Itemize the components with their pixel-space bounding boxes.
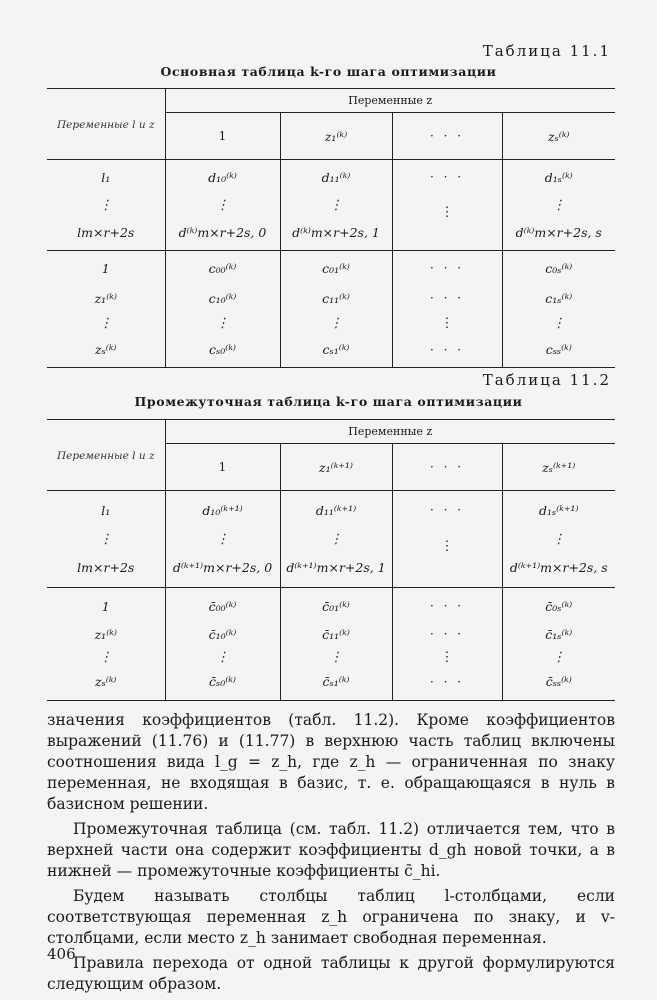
table1-col-header: · · · [392,113,502,160]
table2-col-header: z₁⁽ᵏ⁺¹⁾ [280,444,392,491]
table1-bottom-vars: 1 z₁⁽ᵏ⁾ ⋮ zₛ⁽ᵏ⁾ [47,251,165,368]
table1-top-vars: l₁ ⋮ lm×r+2s [47,160,165,251]
table2-bottom-vars: 1 z₁⁽ᵏ⁾ ⋮ zₛ⁽ᵏ⁾ [47,588,165,701]
table2-bottom-col: c̄₀₀⁽ᵏ⁾ c̄₁₀⁽ᵏ⁾ ⋮ c̄ₛ₀⁽ᵏ⁾ [165,588,280,701]
table1-col-header: 1 [165,113,280,160]
table1-top-col: d₁₁⁽ᵏ⁾ ⋮ d⁽ᵏ⁾m×r+2s, 1 [280,160,392,251]
table1-row-header: Переменные l и z [47,89,165,160]
table2-title: Промежуточная таблица k-го шага оптимизации [134,394,523,409]
table2-top-col: d₁₁⁽ᵏ⁺¹⁾ ⋮ d⁽ᵏ⁺¹⁾m×r+2s, 1 [280,491,392,588]
table2-bottom-col: c̄₀ₛ⁽ᵏ⁾ c̄₁ₛ⁽ᵏ⁾ ⋮ c̄ₛₛ⁽ᵏ⁾ [502,588,615,701]
paragraph: Будем называть столбцы таблиц l-столбцами, если соответствующая переменная z_h ограничена по знаку, и v-столбцами, если место z_h занимает свободная переменная. [47,887,615,947]
table2-bottom-col: · · · · · · ⋮ · · · [392,588,502,701]
paragraph: Правила перехода от одной таблицы к другой формулируются следующим образом. [47,954,615,993]
table2-col-header: 1 [165,444,280,491]
table1-top-col: d₁₀⁽ᵏ⁾ ⋮ d⁽ᵏ⁾m×r+2s, 0 [165,160,280,251]
table1-caption: Таблица 11.1 [482,42,611,60]
table1-col-header: z₁⁽ᵏ⁾ [280,113,392,160]
table1-bottom-col: c₀ₛ⁽ᵏ⁾ c₁ₛ⁽ᵏ⁾ ⋮ cₛₛ⁽ᵏ⁾ [502,251,615,368]
body-text [47,710,615,995]
table2-col-group: Переменные z [165,420,615,444]
table2-col-header: · · · [392,444,502,491]
table2-row-header: Переменные l и z [47,420,165,491]
table2 [47,419,615,701]
paragraph: Промежуточная таблица (см. табл. 11.2) отличается тем, что в верхней части она содержит коэффициенты d_gh новой точки, а в нижней — промежуточные коэффициенты c̄_hi. [47,820,615,880]
table1 [47,88,615,368]
table1-col-group: Переменные z [165,89,615,113]
table1-top-col: · · · ⋮ [392,160,502,251]
table2-bottom-col: c̄₀₁⁽ᵏ⁾ c̄₁₁⁽ᵏ⁾ ⋮ c̄ₛ₁⁽ᵏ⁾ [280,588,392,701]
table1-col-header: zₛ⁽ᵏ⁾ [502,113,615,160]
table2-col-header: zₛ⁽ᵏ⁺¹⁾ [502,444,615,491]
table2-top-vars: l₁ ⋮ lm×r+2s [47,491,165,588]
table2-top-col: d₁ₛ⁽ᵏ⁺¹⁾ ⋮ d⁽ᵏ⁺¹⁾m×r+2s, s [502,491,615,588]
table1-bottom-col: · · · · · · ⋮ · · · [392,251,502,368]
table2-top-col: d₁₀⁽ᵏ⁺¹⁾ ⋮ d⁽ᵏ⁺¹⁾m×r+2s, 0 [165,491,280,588]
table1-top-col: d₁ₛ⁽ᵏ⁾ ⋮ d⁽ᵏ⁾m×r+2s, s [502,160,615,251]
table1-title: Основная таблица k-го шага оптимизации [160,64,497,79]
table1-bottom-col: c₀₁⁽ᵏ⁾ c₁₁⁽ᵏ⁾ ⋮ cₛ₁⁽ᵏ⁾ [280,251,392,368]
paragraph: значения коэффициентов (табл. 11.2). Кроме коэффициентов выражений (11.76) и (11.77) в верхнюю часть таблиц включены соотношения вида l_g = z_h, где z_h — ограниченная по знаку переменная, не входящая в базис, т. е. обращающаяся в нуль в базисном решении. [47,711,615,813]
table2-caption: Таблица 11.2 [482,371,611,389]
table1-bottom-col: c₀₀⁽ᵏ⁾ c₁₀⁽ᵏ⁾ ⋮ cₛ₀⁽ᵏ⁾ [165,251,280,368]
page-number: 406 [47,945,76,963]
table2-top-col: · · · ⋮ [392,491,502,588]
